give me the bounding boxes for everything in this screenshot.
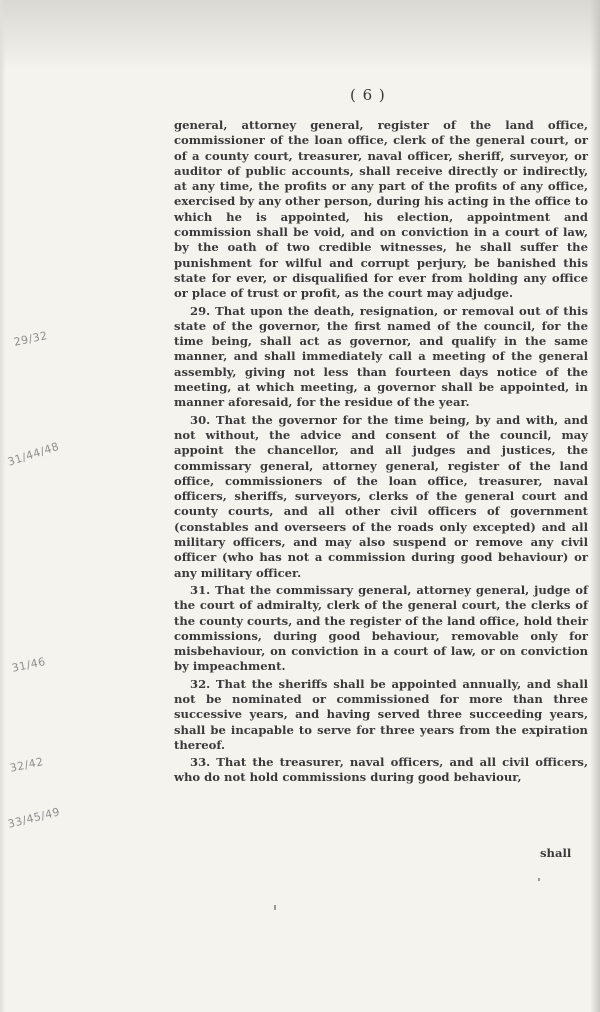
- page-number: ( 6 ): [350, 86, 386, 104]
- paragraph-32: 32. That the sheriffs shall be appointed annually, and shall not be nominated or commissioned for more than three successive years, and having served three succeeding years, shall be incapable to serve for three years from the expiration thereof.: [174, 676, 588, 752]
- scan-shadow-left: [0, 0, 6, 1012]
- scan-speck: [538, 878, 540, 881]
- paragraph-33: 33. That the treasurer, naval officers, and all civil officers, who do not hold commissions during good behaviour,: [174, 755, 588, 785]
- margin-note: 33/45/49: [6, 805, 62, 831]
- paragraph-29: 29. That upon the death, resignation, or removal out of this state of the governor, the first named of the council, for the time being, shall act as governor, and qualify in the same manner, and shall immediately call a meeting of the general assembly, giving not less than fourteen days notice of the meeting, at which meeting, a governor shall be appointed, in manner aforesaid, for the residue of the year.: [174, 303, 588, 410]
- scan-shadow-right: [590, 0, 600, 1012]
- catchword: shall: [540, 846, 572, 860]
- paragraph-continuation: general, attorney general, register of the land office, commissioner of the loan office, clerk of the general court, or of a county court, treasurer, naval officer, sheriff, surveyor, or auditor of public accounts, shall receive directly or indirectly, at any time, the profits or any part of the profits of any office, exercised by any other person, during his acting in the office to which he is appointed, his election, appointment and commission shall be void, and on conviction in a court of law, by the oath of two credible witnesses, he shall suffer the punishment for wilful and corrupt perjury, be banished this state for ever, or disqualified for ever from holding any office or place of trust or profit, as the court may adjudge.: [174, 118, 588, 301]
- margin-note: 29/32: [12, 329, 49, 349]
- scan-speck: [274, 905, 276, 910]
- paragraph-30: 30. That the governor for the time being, by and with, and not without, the advice and consent of the council, may appoint the chancellor, and all judges and justices, the commissary general, attorney general, register of the land office, commissioners of the loan office, treasurer, naval officers, sheriffs, surveyors, clerks of the general court and county courts, and all other civil officers of government (constables and overseers of the roads only excepted) and all military officers, and may also suspend or remove any civil officer (who has not a commission during good behaviour) or any military officer.: [174, 412, 588, 580]
- margin-note: 32/42: [8, 755, 45, 775]
- paragraph-31: 31. That the commissary general, attorney general, judge of the court of admiralty, clerk of the general court, the clerks of the county courts, and the register of the land office, hold their commissions, during good behaviour, removable only for misbehaviour, on conviction in a court of law, or on conviction by impeachment.: [174, 582, 588, 674]
- scan-shadow-top: [0, 0, 600, 70]
- margin-note: 31/46: [10, 655, 47, 675]
- margin-note: 31/44/48: [5, 439, 61, 469]
- document-body: [174, 118, 588, 788]
